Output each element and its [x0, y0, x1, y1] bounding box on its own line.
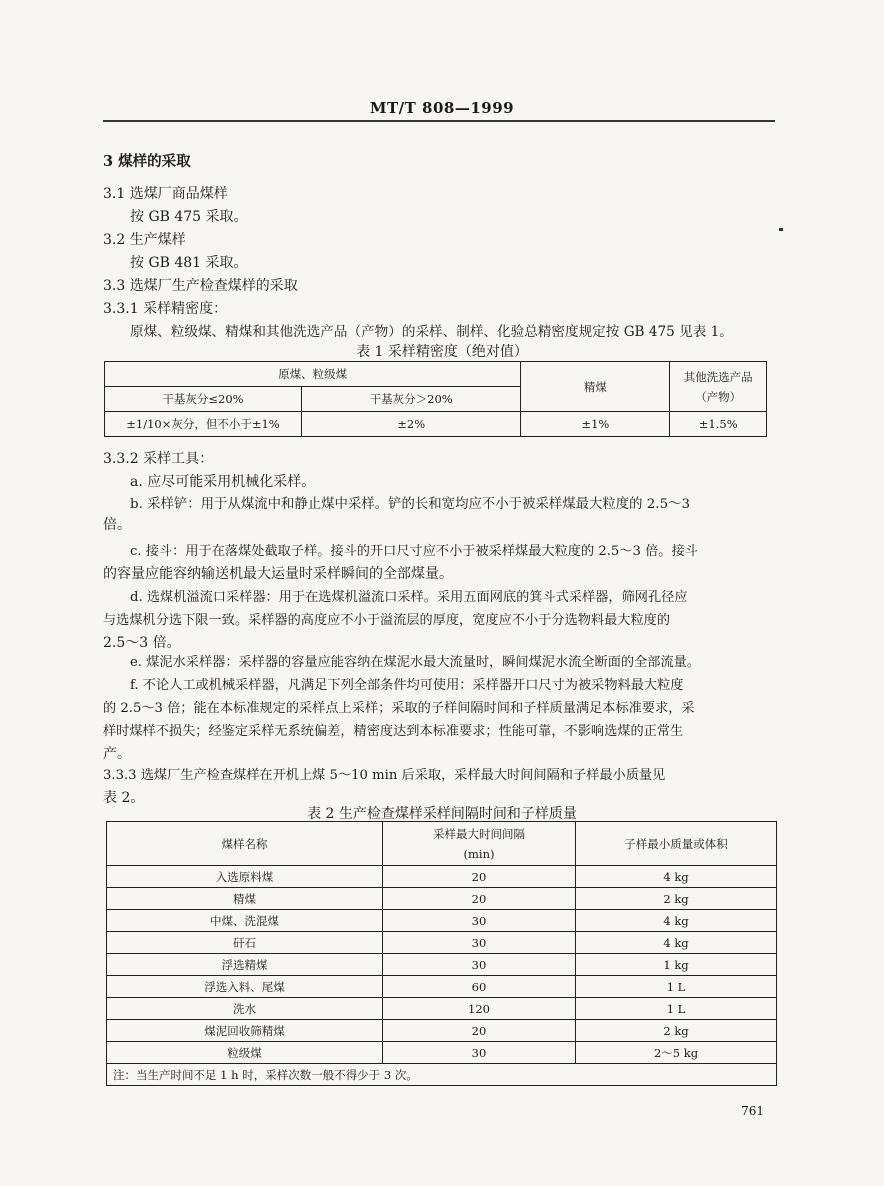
cell-interval: 20 [383, 866, 576, 888]
section-3-2-body: 按 GB 481 采取。 [130, 255, 248, 271]
cell-mass: 4 kg [576, 910, 777, 932]
cell-name: 煤泥回收筛精煤 [107, 1020, 383, 1042]
table-row [107, 954, 777, 976]
header-ash-gt-20: 干基灰分＞20% [302, 387, 521, 412]
value-ash-gt-20: ±2% [302, 412, 521, 437]
item-f-line-4: 产。 [103, 746, 131, 762]
item-f-line-3: 样时煤样不损失；经鉴定采样无系统偏差，精密度达到本标准要求；性能可靠，不影响选煤的正常生 [103, 724, 684, 739]
section-3-3-3-line-1: 3.3.3 选煤厂生产检查煤样在开机上煤 5～10 min 后采取，采样最大时间间隔和子样最小质量见 [103, 768, 666, 783]
precision-table [104, 361, 767, 437]
header-sample-name: 煤样名称 [107, 822, 383, 866]
table-2-caption: 表 2 生产检查煤样采样间隔时间和子样质量 [307, 806, 577, 822]
scan-speck [779, 228, 783, 231]
cell-mass: 4 kg [576, 932, 777, 954]
table-1-caption: 表 1 采样精密度（绝对值） [356, 344, 528, 360]
table-row [107, 1020, 777, 1042]
item-b-line-1: b. 采样铲：用于从煤流中和静止煤中采样。铲的长和宽均应不小于被采样煤最大粒度的 2.5～3 [130, 497, 690, 512]
sampling-interval-table [106, 821, 777, 1086]
item-b-line-2: 倍。 [103, 517, 131, 533]
section-3-3-heading: 3.3 选煤厂生产检查煤样的采取 [103, 278, 298, 294]
table-2-body [107, 866, 777, 1064]
cell-mass: 1 L [576, 976, 777, 998]
section-3-3-2-heading: 3.3.2 采样工具： [103, 451, 214, 467]
cell-mass: 1 L [576, 998, 777, 1020]
header-rule [103, 120, 775, 122]
header-clean-coal: 精煤 [521, 362, 670, 412]
table-row [107, 866, 777, 888]
item-a: a. 应尽可能采用机械化采样。 [130, 474, 316, 490]
item-e-line-1: e. 煤泥水采样器：采样器的容量应能容纳在煤泥水最大流量时，瞬间煤泥水流全断面的全部流量。 [130, 655, 701, 670]
cell-name: 浮选精煤 [107, 954, 383, 976]
cell-interval: 60 [383, 976, 576, 998]
table-row [107, 910, 777, 932]
cell-interval: 20 [383, 1020, 576, 1042]
table-row [107, 976, 777, 998]
table-row [107, 1042, 777, 1064]
cell-interval: 20 [383, 888, 576, 910]
cell-interval: 30 [383, 954, 576, 976]
section-3-3-1-body: 原煤、粒级煤、精煤和其他洗选产品（产物）的采样、制样、化验总精密度规定按 GB 475 见表 1。 [130, 324, 733, 340]
section-3-1-body: 按 GB 475 采取。 [130, 209, 248, 225]
section-3-3-3-line-2: 表 2。 [103, 790, 145, 806]
cell-name: 中煤、洗混煤 [107, 910, 383, 932]
item-f-line-1: f. 不论人工或机械采样器，凡满足下列全部条件均可使用：采样器开口尺寸为被采物料最大粒度 [130, 678, 684, 693]
cell-mass: 2～5 kg [576, 1042, 777, 1064]
cell-name: 浮选入料、尾煤 [107, 976, 383, 998]
table-row [107, 998, 777, 1020]
item-f-line-2: 的 2.5～3 倍；能在本标准规定的采样点上采样；采取的子样间隔时间和子样质量满足本标准要求，采 [103, 701, 695, 716]
cell-mass: 1 kg [576, 954, 777, 976]
item-d-line-1: d. 选煤机溢流口采样器：用于在选煤机溢流口采样。采用五面网底的箕斗式采样器，筛网孔径应 [130, 590, 688, 605]
cell-interval: 30 [383, 932, 576, 954]
cell-interval: 30 [383, 910, 576, 932]
header-ash-le-20: 干基灰分≤20% [105, 387, 302, 412]
cell-name: 洗水 [107, 998, 383, 1020]
value-clean-coal: ±1% [521, 412, 670, 437]
item-d-line-2: 与选煤机分选下限一致。采样器的高度应不小于溢流层的厚度，宽度应不小于分选物料最大粒度的 [103, 613, 671, 628]
value-other-products: ±1.5% [670, 412, 767, 437]
table-2-note: 注：当生产时间不足 1 h 时，采样次数一般不得少于 3 次。 [107, 1064, 777, 1086]
cell-mass: 4 kg [576, 866, 777, 888]
cell-mass: 2 kg [576, 1020, 777, 1042]
item-c-line-1: c. 接斗：用于在落煤处截取子样。接斗的开口尺寸应不小于被采样煤最大粒度的 2.5～3 倍。接斗 [130, 544, 698, 559]
section-3-title: 3 煤样的采取 [103, 153, 191, 170]
header-raw-coal: 原煤、粒级煤 [105, 362, 521, 387]
section-3-2-heading: 3.2 生产煤样 [103, 232, 186, 248]
section-3-3-1-heading: 3.3.1 采样精密度： [103, 301, 228, 317]
section-3-1-heading: 3.1 选煤厂商品煤样 [103, 186, 228, 202]
page-number: 761 [741, 1104, 764, 1118]
cell-interval: 30 [383, 1042, 576, 1064]
item-c-line-2: 的容量应能容纳输送机最大运量时采样瞬间的全部煤量。 [103, 566, 453, 582]
table-row [107, 888, 777, 910]
cell-mass: 2 kg [576, 888, 777, 910]
standard-code-header: MT/T 808—1999 [369, 99, 515, 117]
item-d-line-3: 2.5～3 倍。 [103, 635, 181, 651]
cell-name: 矸石 [107, 932, 383, 954]
table-row [107, 932, 777, 954]
cell-name: 入选原料煤 [107, 866, 383, 888]
cell-name: 精煤 [107, 888, 383, 910]
header-max-interval: 采样最大时间间隔 (min) [383, 822, 576, 866]
header-other-products: 其他洗选产品 （产物） [670, 362, 767, 412]
cell-name: 粒级煤 [107, 1042, 383, 1064]
header-min-mass: 子样最小质量或体积 [576, 822, 777, 866]
cell-interval: 120 [383, 998, 576, 1020]
value-ash-le-20: ±1/10×灰分，但不小于±1% [105, 412, 302, 437]
